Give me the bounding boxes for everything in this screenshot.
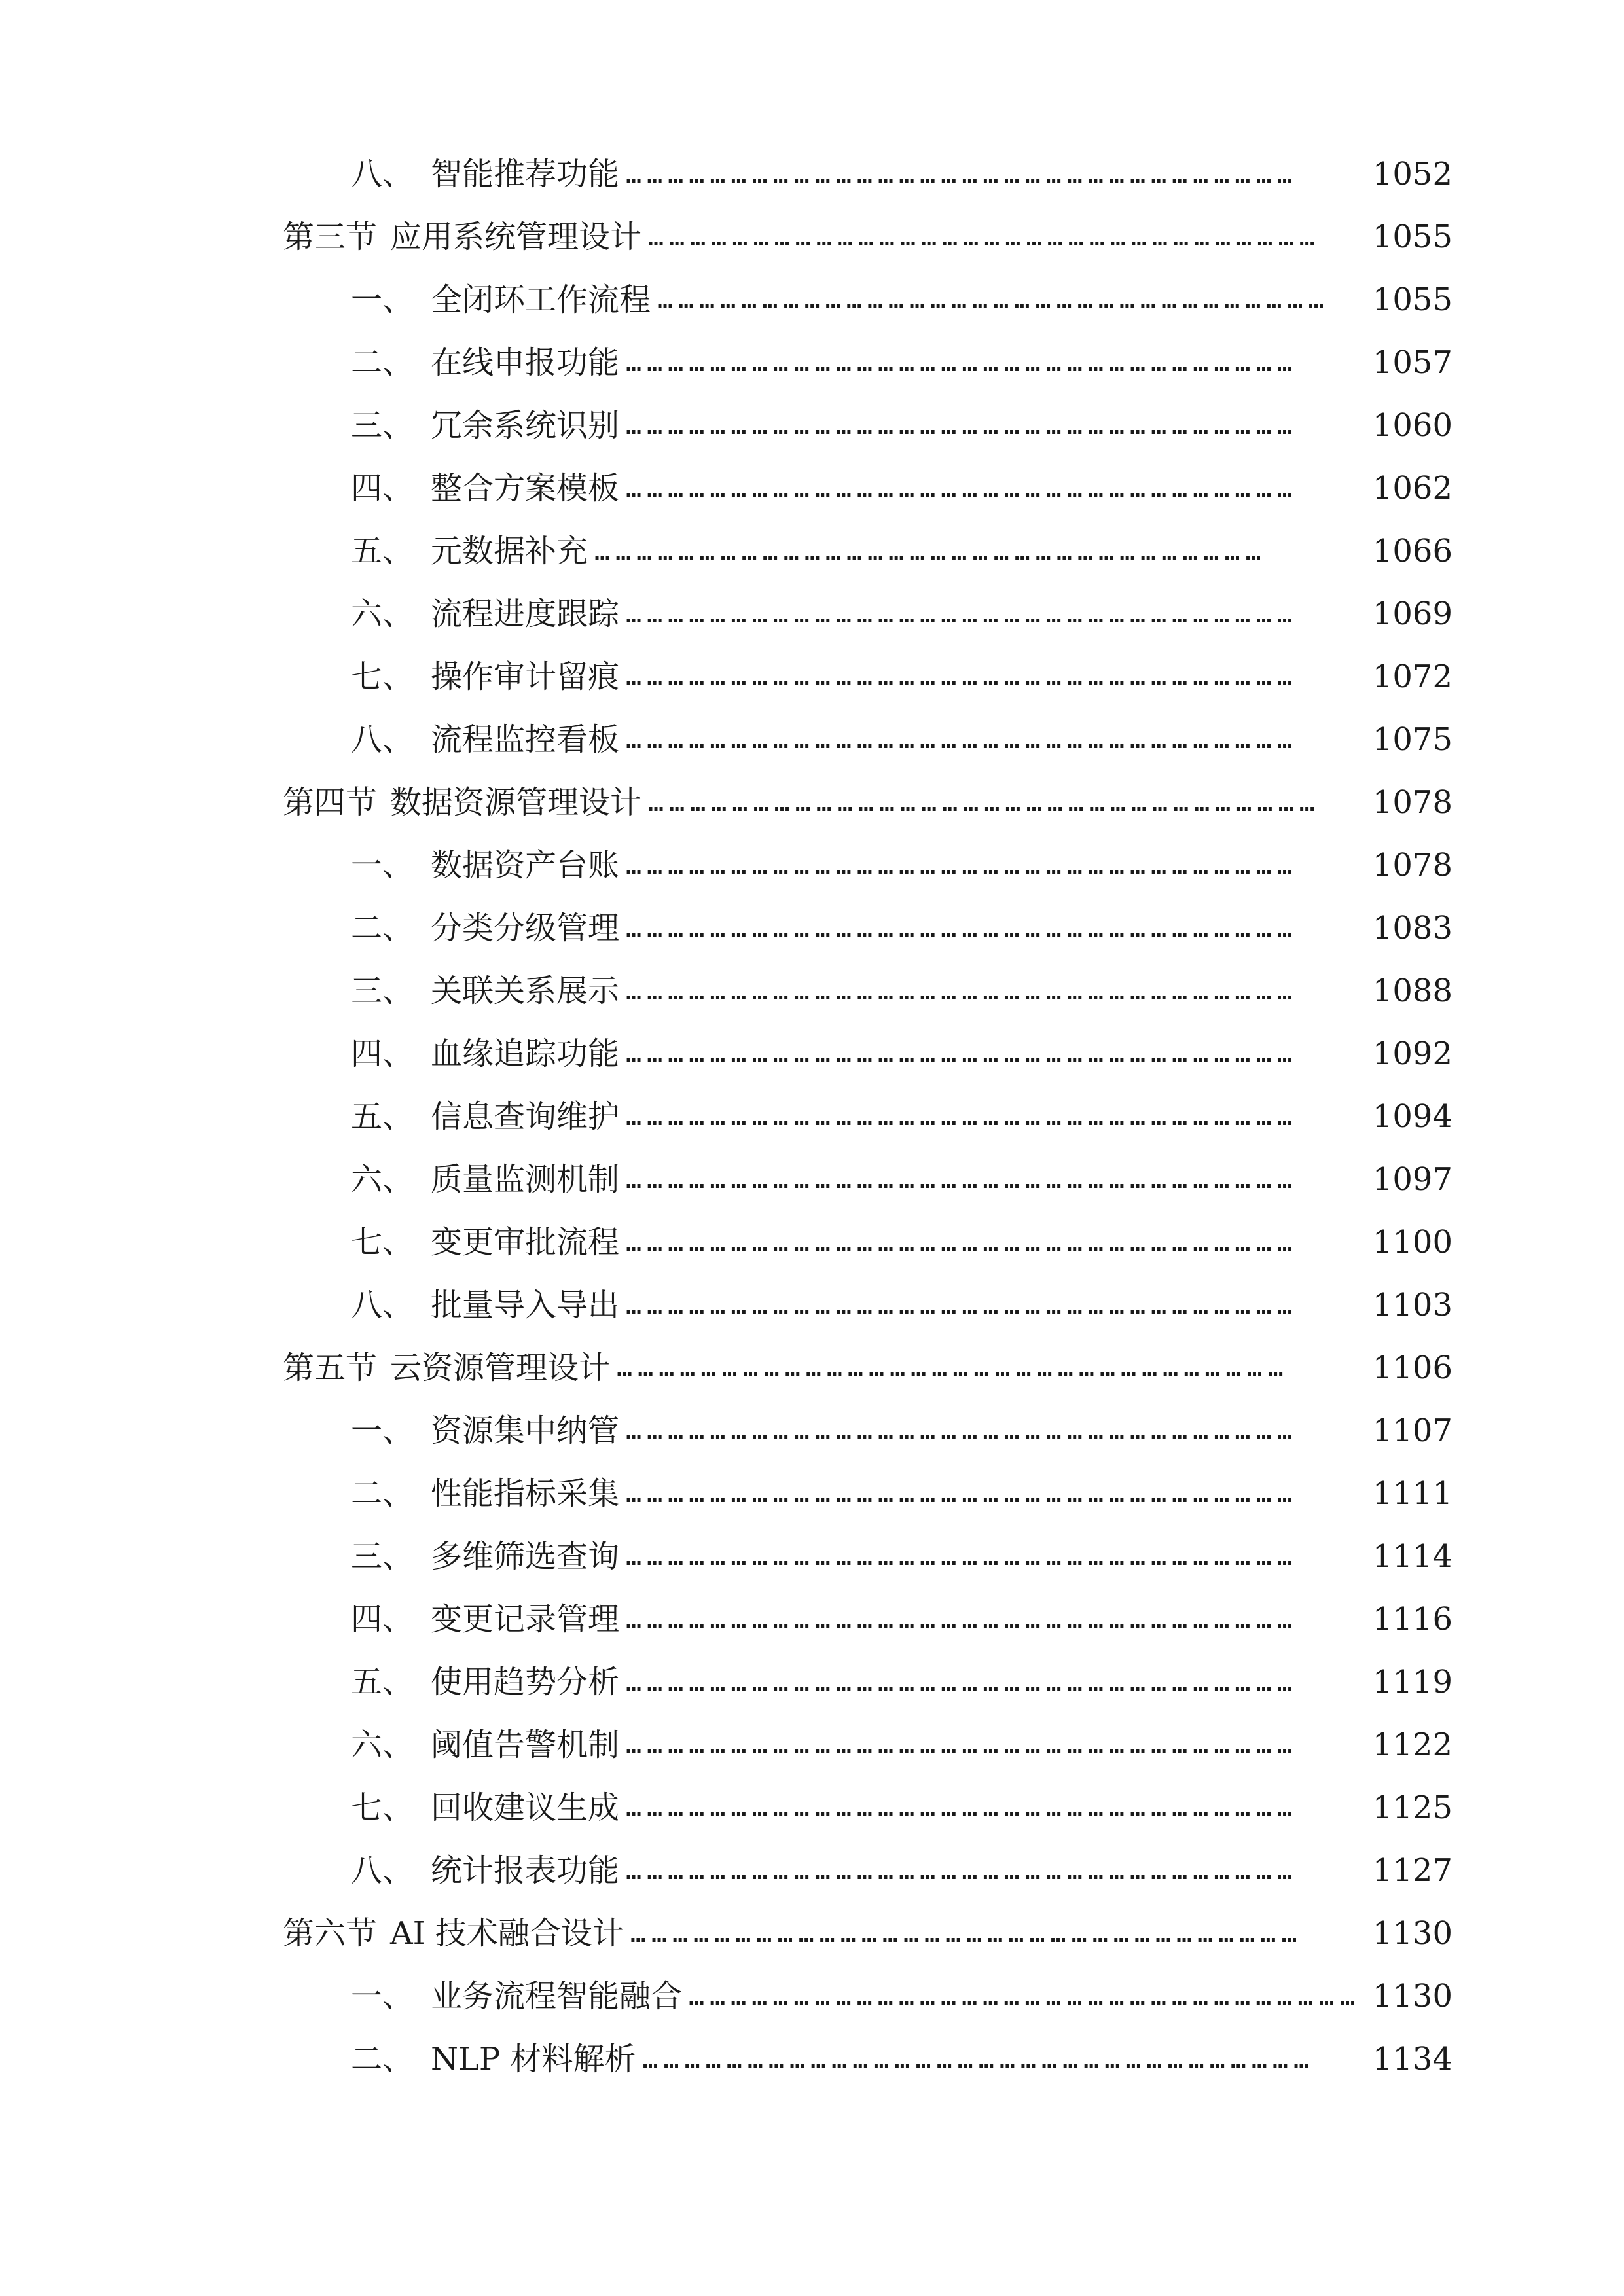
toc-entry[interactable] [351, 708, 1453, 771]
toc-entry-page: 1097 [1372, 1161, 1453, 1198]
toc-entry[interactable] [351, 1776, 1453, 1839]
toc-entry-number: 八、 [351, 1287, 414, 1323]
toc-entry-number: 八、 [351, 156, 414, 192]
toc-entry-page: 1100 [1372, 1224, 1453, 1261]
toc-entry-page: 1088 [1372, 973, 1453, 1009]
toc-entry[interactable] [351, 1462, 1453, 1525]
toc-entry-number: 八、 [351, 1852, 414, 1889]
toc-entry-number: 六、 [351, 1161, 414, 1198]
toc-entry-title: 性能指标采集 [431, 1475, 620, 1512]
toc-entry-page: 1106 [1372, 1350, 1453, 1386]
toc-entry-number: 五、 [351, 1664, 414, 1700]
dot-leader: …………………………………………………………………………………… [626, 976, 1298, 1006]
toc-entry-title: 血缘追踪功能 [431, 1035, 620, 1072]
toc-entry-title: 信息查询维护 [431, 1098, 620, 1135]
toc-entry-title: 使用趋势分析 [431, 1664, 620, 1700]
toc-entry-title: 冗余系统识别 [431, 407, 620, 444]
toc-entry-number: 八、 [351, 721, 414, 758]
toc-entry[interactable] [351, 960, 1453, 1022]
toc-entry-number: 二、 [351, 2041, 414, 2077]
toc-section-number: 第五节 [283, 1350, 378, 1386]
toc-entry-page: 1107 [1372, 1412, 1453, 1449]
dot-leader: …………………………………………………………………………………… [626, 410, 1298, 440]
toc-entry-number: 二、 [351, 344, 414, 381]
toc-entry[interactable] [351, 1965, 1453, 2028]
dot-leader: …………………………………………………………………………………… [626, 159, 1298, 189]
toc-section-title: 云资源管理设计 [390, 1350, 611, 1386]
toc-entry-number: 七、 [351, 658, 414, 695]
toc-entry[interactable] [351, 1588, 1453, 1651]
toc-entry-number: 七、 [351, 1789, 414, 1826]
toc-entry[interactable] [351, 268, 1453, 331]
toc-section-entry[interactable] [283, 1336, 1453, 1399]
toc-entry-page: 1055 [1372, 281, 1453, 318]
toc-entry-title: 统计报表功能 [431, 1852, 620, 1889]
toc-entry-page: 1122 [1372, 1727, 1453, 1763]
dot-leader: …………………………………………………………………………………… [626, 473, 1298, 503]
toc-section-title: 应用系统管理设计 [390, 219, 642, 255]
toc-entry-title: 多维筛选查询 [431, 1538, 620, 1575]
dot-leader: …………………………………………………………………………………… [648, 787, 1320, 817]
toc-entry-page: 1111 [1372, 1475, 1453, 1512]
dot-leader: …………………………………………………………………………………… [626, 1164, 1298, 1194]
toc-entry[interactable] [351, 1525, 1453, 1588]
toc-entry-page: 1116 [1372, 1601, 1453, 1638]
toc-entry-number: 三、 [351, 1538, 414, 1575]
toc-entry-title: 操作审计留痕 [431, 658, 620, 695]
toc-entry-number: 一、 [351, 281, 414, 318]
toc-entry[interactable] [351, 1274, 1453, 1336]
toc-entry-title: 数据资产台账 [431, 847, 620, 884]
toc-entry[interactable] [351, 2028, 1453, 2090]
toc-entry[interactable] [351, 1022, 1453, 1085]
toc-section-title: AI 技术融合设计 [390, 1915, 624, 1952]
toc-entry[interactable] [351, 1839, 1453, 1902]
toc-entry-number: 三、 [351, 973, 414, 1009]
toc-section-number: 第三节 [283, 219, 378, 255]
toc-entry[interactable] [351, 897, 1453, 960]
toc-entry-number: 一、 [351, 847, 414, 884]
dot-leader: …………………………………………………………………………………… [626, 1730, 1298, 1760]
toc-entry-page: 1114 [1372, 1538, 1453, 1575]
dot-leader: …………………………………………………………………………………… [648, 222, 1320, 252]
toc-entry[interactable] [351, 1085, 1453, 1148]
toc-entry-page: 1075 [1372, 721, 1453, 758]
toc-entry-number: 四、 [351, 470, 414, 507]
dot-leader: …………………………………………………………………………………… [626, 348, 1298, 378]
dot-leader: …………………………………………………………………………………… [642, 2044, 1315, 2074]
toc-entry-number: 七、 [351, 1224, 414, 1261]
toc-entry-page: 1066 [1372, 533, 1453, 569]
dot-leader: …………………………………………………………………………………… [626, 850, 1298, 880]
dot-leader: …………………………………………………………………………………… [626, 1856, 1298, 1886]
toc-section-entry[interactable] [283, 1902, 1453, 1965]
toc-entry-number: 二、 [351, 1475, 414, 1512]
toc-entry-number: 三、 [351, 407, 414, 444]
toc-entry[interactable] [351, 645, 1453, 708]
dot-leader: …………………………………………………………………………………… [657, 285, 1329, 315]
toc-entry-number: 一、 [351, 1412, 414, 1449]
toc-entry-title: 流程进度跟踪 [431, 596, 620, 632]
toc-entry-page: 1092 [1372, 1035, 1453, 1072]
toc-entry-title: 资源集中纳管 [431, 1412, 620, 1449]
toc-entry-page: 1103 [1372, 1287, 1453, 1323]
toc-entry-title: 业务流程智能融合 [431, 1978, 683, 2015]
toc-entry[interactable] [351, 331, 1453, 394]
dot-leader: …………………………………………………………………………………… [626, 1102, 1298, 1132]
toc-entry-page: 1078 [1372, 784, 1453, 821]
dot-leader: …………………………………………………………………………………… [594, 536, 1267, 566]
toc-entry[interactable] [351, 1651, 1453, 1713]
toc-entry[interactable] [351, 583, 1453, 645]
toc-section-number: 第六节 [283, 1915, 378, 1952]
toc-entry-title: 变更记录管理 [431, 1601, 620, 1638]
toc-entry-number: 四、 [351, 1035, 414, 1072]
dot-leader: …………………………………………………………………………………… [626, 1793, 1298, 1823]
toc-entry-number: 六、 [351, 1727, 414, 1763]
toc-entry-title: 流程监控看板 [431, 721, 620, 758]
toc-entry[interactable] [351, 457, 1453, 520]
toc-entry-number: 二、 [351, 910, 414, 946]
toc-entry[interactable] [351, 834, 1453, 897]
dot-leader: …………………………………………………………………………………… [626, 1416, 1298, 1446]
toc-entry-title: 在线申报功能 [431, 344, 620, 381]
toc-entry-page: 1072 [1372, 658, 1453, 695]
toc-entry[interactable] [351, 520, 1453, 583]
toc-section-title: 数据资源管理设计 [390, 784, 642, 821]
toc-entry-page: 1060 [1372, 407, 1453, 444]
toc-entry-page: 1125 [1372, 1789, 1453, 1826]
toc-entry-title: 元数据补充 [431, 533, 588, 569]
toc-entry-page: 1130 [1372, 1978, 1453, 2015]
toc-entry-page: 1062 [1372, 470, 1453, 507]
toc-entry-number: 五、 [351, 533, 414, 569]
toc-section-entry[interactable] [283, 771, 1453, 834]
toc-entry-title: 关联关系展示 [431, 973, 620, 1009]
dot-leader: …………………………………………………………………………………… [626, 599, 1298, 629]
toc-entry-title: 回收建议生成 [431, 1789, 620, 1826]
toc-entry-page: 1134 [1372, 2041, 1453, 2077]
toc-entry-page: 1055 [1372, 219, 1453, 255]
toc-entry-title: 整合方案模板 [431, 470, 620, 507]
toc-entry-title: 智能推荐功能 [431, 156, 620, 192]
toc-entry-page: 1127 [1372, 1852, 1453, 1889]
toc-entry-title: 阈值告警机制 [431, 1727, 620, 1763]
dot-leader: …………………………………………………………………………………… [626, 725, 1298, 755]
dot-leader: …………………………………………………………………………………… [630, 1918, 1303, 1948]
toc-entry-page: 1078 [1372, 847, 1453, 884]
dot-leader: …………………………………………………………………………………… [689, 1981, 1361, 2011]
toc-entry-page: 1083 [1372, 910, 1453, 946]
toc-entry-page: 1052 [1372, 156, 1453, 192]
toc-entry[interactable] [351, 1399, 1453, 1462]
dot-leader: …………………………………………………………………………………… [626, 913, 1298, 943]
toc-entry-title: NLP 材料解析 [431, 2041, 636, 2077]
toc-entry-page: 1094 [1372, 1098, 1453, 1135]
toc-entry-title: 质量监测机制 [431, 1161, 620, 1198]
dot-leader: …………………………………………………………………………………… [617, 1353, 1289, 1383]
dot-leader: …………………………………………………………………………………… [626, 1604, 1298, 1634]
toc-entry[interactable] [351, 1713, 1453, 1776]
dot-leader: …………………………………………………………………………………… [626, 1667, 1298, 1697]
toc-section-entry[interactable] [283, 206, 1453, 268]
toc-entry-number: 六、 [351, 596, 414, 632]
toc-entry-title: 变更审批流程 [431, 1224, 620, 1261]
toc-entry-page: 1119 [1372, 1664, 1453, 1700]
toc-entry-title: 批量导入导出 [431, 1287, 620, 1323]
dot-leader: …………………………………………………………………………………… [626, 1227, 1298, 1257]
toc-entry-page: 1069 [1372, 596, 1453, 632]
toc-entry-number: 四、 [351, 1601, 414, 1638]
toc-entry-number: 一、 [351, 1978, 414, 2015]
toc-entry[interactable] [351, 143, 1453, 206]
dot-leader: …………………………………………………………………………………… [626, 1479, 1298, 1509]
toc-entry[interactable] [351, 1148, 1453, 1211]
toc-entry-title: 全闭环工作流程 [431, 281, 651, 318]
toc-entry-title: 分类分级管理 [431, 910, 620, 946]
toc-entry[interactable] [351, 394, 1453, 457]
dot-leader: …………………………………………………………………………………… [626, 1039, 1298, 1069]
toc-entry-page: 1057 [1372, 344, 1453, 381]
toc-entry-page: 1130 [1372, 1915, 1453, 1952]
toc-entry[interactable] [351, 1211, 1453, 1274]
dot-leader: …………………………………………………………………………………… [626, 1290, 1298, 1320]
dot-leader: …………………………………………………………………………………… [626, 662, 1298, 692]
dot-leader: …………………………………………………………………………………… [626, 1541, 1298, 1571]
toc-section-number: 第四节 [283, 784, 378, 821]
toc-entry-number: 五、 [351, 1098, 414, 1135]
